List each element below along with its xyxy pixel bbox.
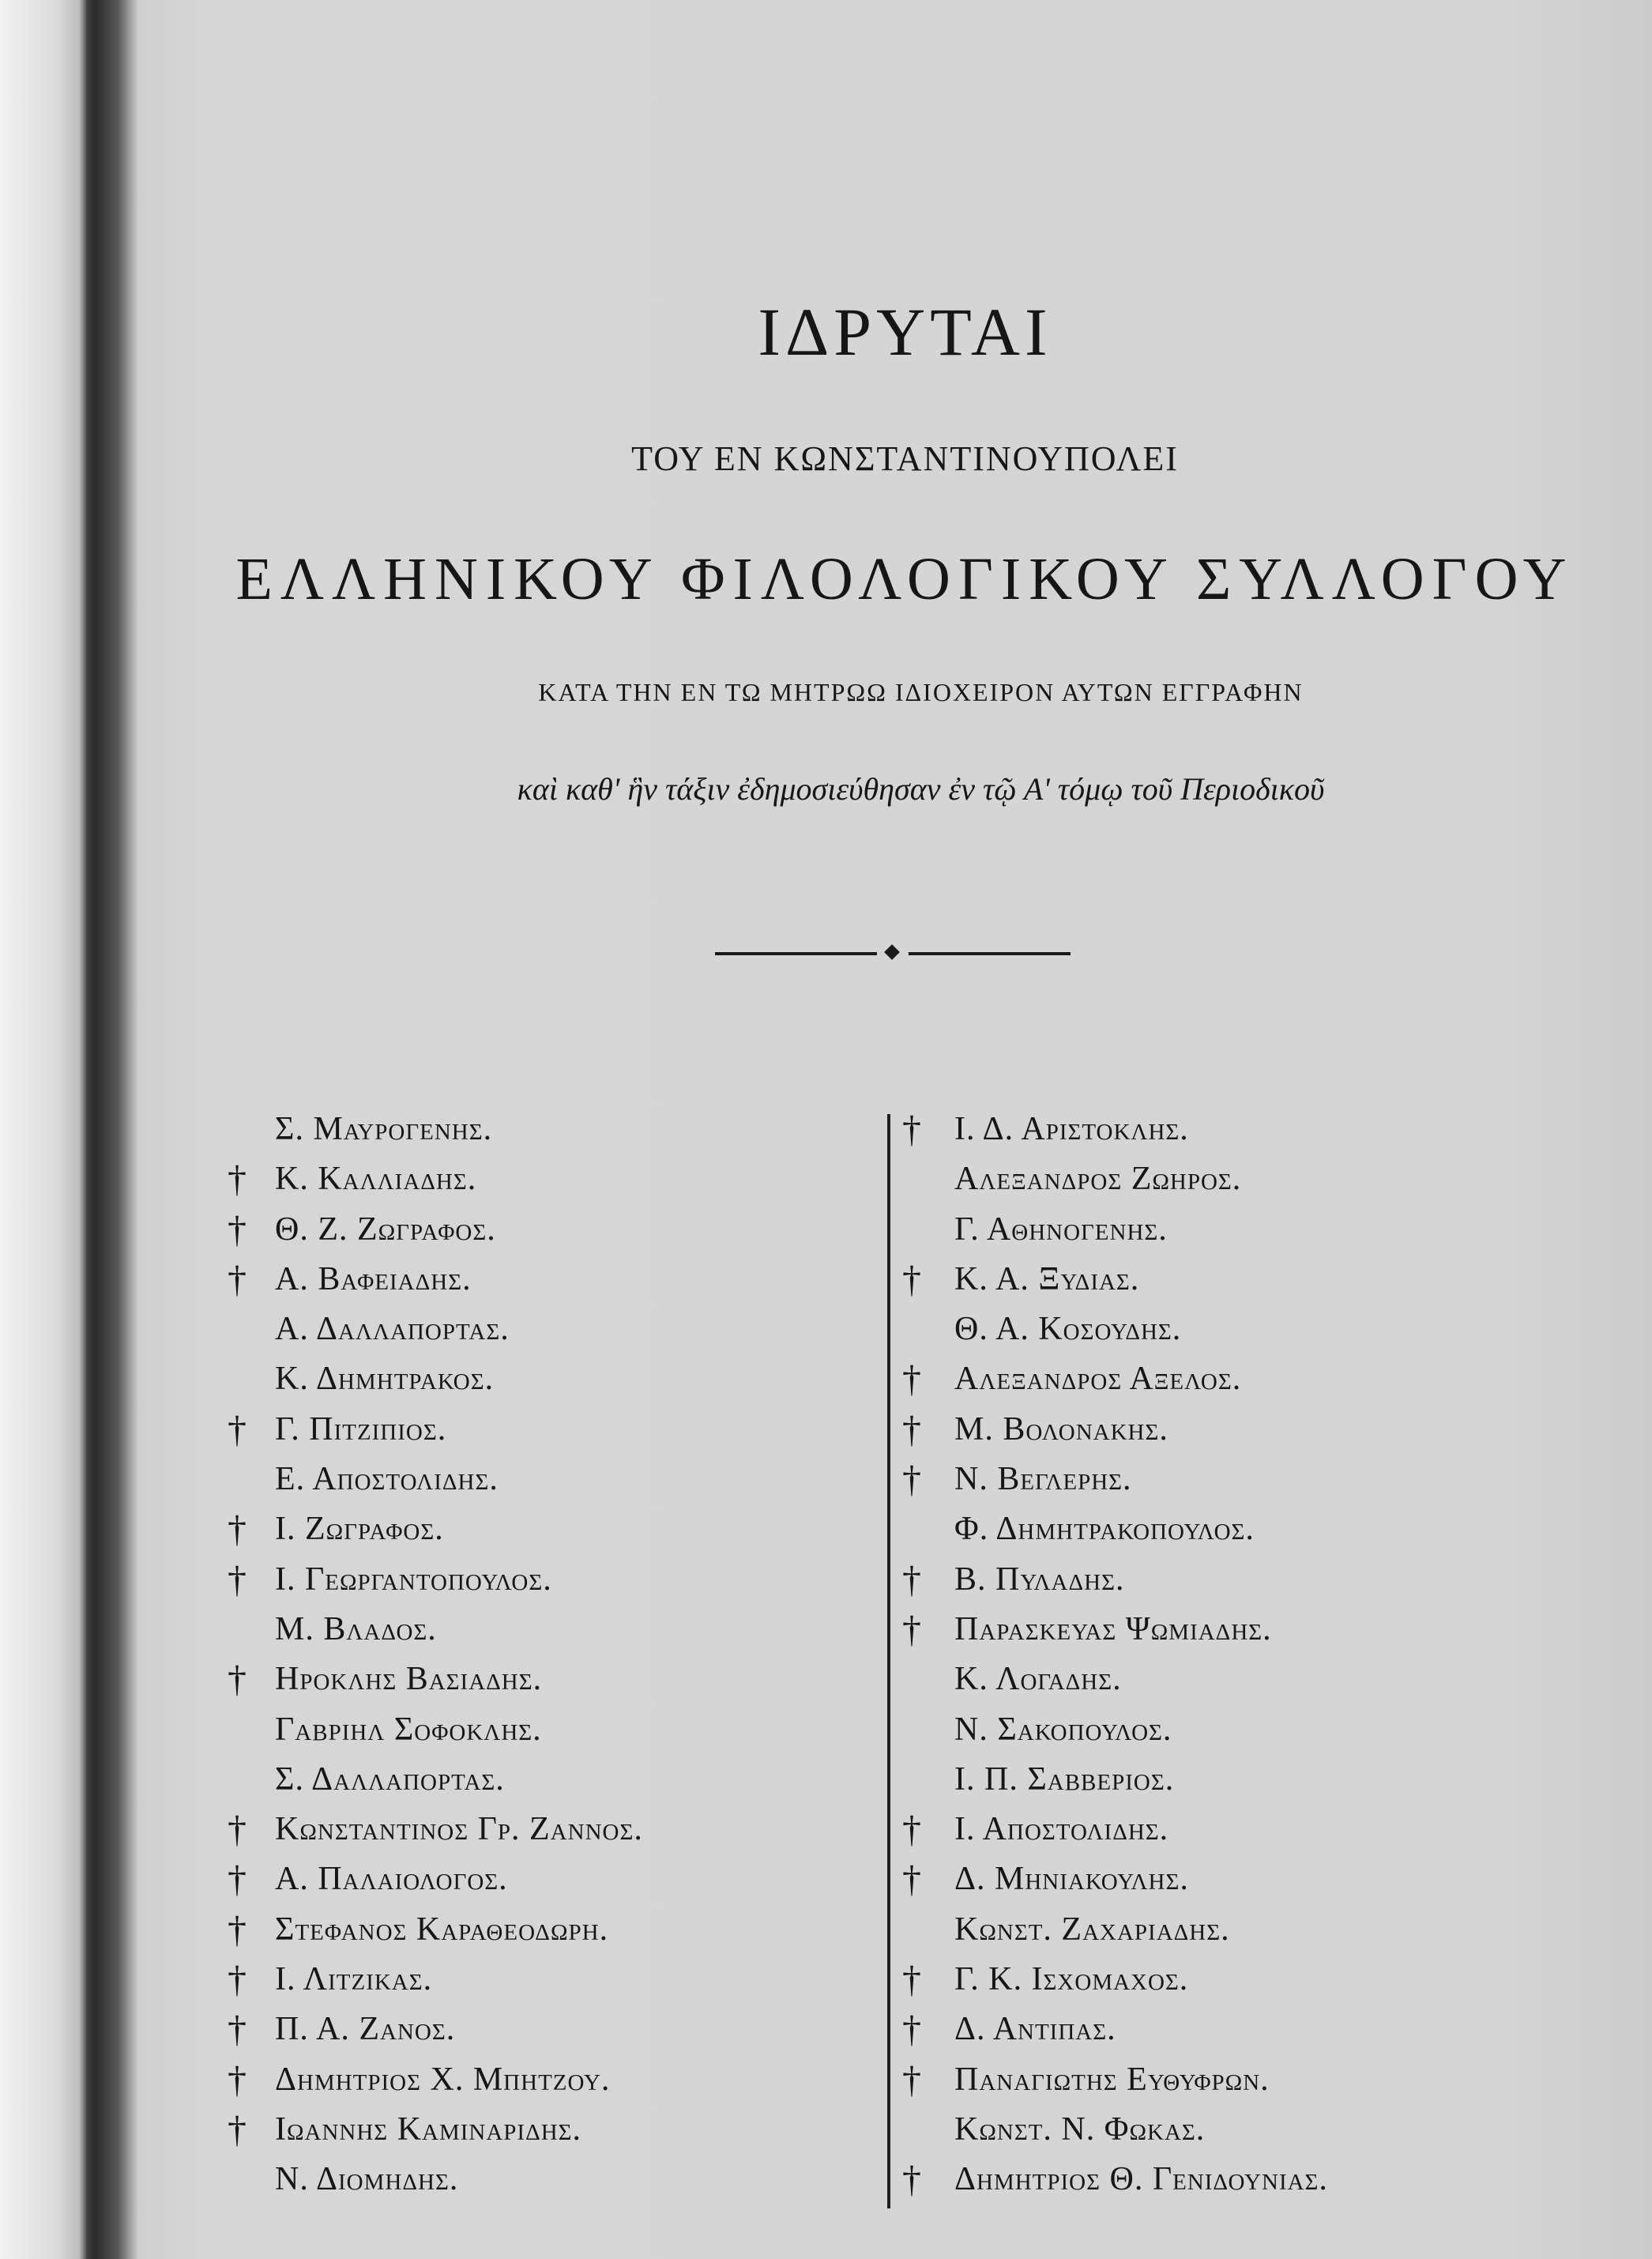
founders-list-left (221, 1105, 932, 2205)
dagger-icon: † (902, 2058, 921, 2101)
dagger-icon: † (228, 1158, 246, 1201)
founder-entry (891, 1354, 1602, 1404)
founder-name: Ι. Γεωργαντοπουλος. (275, 1561, 552, 1598)
founder-entry (221, 1854, 932, 1904)
founder-entry (891, 2105, 1602, 2155)
founder-name: Ι. Αποστολιδης. (954, 1811, 1169, 1848)
founder-entry (221, 1955, 932, 2005)
founder-entry (891, 1555, 1602, 1605)
founder-entry (891, 1955, 1602, 2005)
dagger-icon: † (228, 1558, 246, 1601)
dagger-icon: † (228, 1959, 246, 2001)
founder-name: Γ. Αθηνογενης. (954, 1210, 1168, 1248)
founder-name: Δ. Αντιπας. (954, 2011, 1116, 2048)
page-title: ΙΔΡΥΤΑΙ (758, 294, 1052, 370)
founder-name: Ν. Βεγλερης. (954, 1461, 1132, 1498)
founder-entry (891, 2055, 1602, 2105)
founder-entry (221, 1205, 932, 1255)
founder-name: Αλεξανδρος Ζωηρος. (954, 1161, 1242, 1198)
dagger-icon: † (228, 1208, 246, 1251)
founder-name: Γ. Κ. Ισχομαχος. (954, 1961, 1189, 1998)
founder-name: Δημητριος Χ. Μπητζου. (275, 2061, 611, 2098)
founder-name: Κωνστ. Ν. Φωκας. (954, 2110, 1206, 2148)
publication-note: καὶ καθ' ἣν τάξιν ἐδημοσιεύθησαν ἐν τῷ Α' τόμῳ τοῦ Περιοδικοῦ (517, 771, 1325, 807)
dagger-icon: † (902, 1358, 921, 1401)
founder-entry (221, 1655, 932, 1704)
founder-name: Παναγιωτης Ευθυφρων. (954, 2061, 1270, 2098)
dagger-icon: † (902, 2159, 921, 2201)
founder-entry (221, 1405, 932, 1455)
founder-entry (891, 1605, 1602, 1655)
founder-entry (221, 1905, 932, 1955)
founder-entry (221, 1154, 932, 1204)
dagger-icon: † (902, 1109, 921, 1150)
founder-name: Αλεξανδρος Αξελος. (954, 1361, 1242, 1398)
founder-name: Θ. Ζ. Ζωγραφος. (275, 1210, 496, 1248)
founder-name: Σ. Δαλλαπορτας. (275, 1760, 505, 1798)
dagger-icon: † (902, 1258, 921, 1301)
dagger-icon: † (228, 1408, 246, 1451)
founder-name: Μ. Βολονακης. (954, 1410, 1168, 1448)
founder-name: Β. Πυλαδης. (954, 1561, 1125, 1598)
founder-entry (891, 1805, 1602, 1854)
dagger-icon: † (228, 1809, 246, 1851)
founder-name: Α. Βαφειαδης. (275, 1260, 472, 1297)
founder-name: Στεφανος Καραθεοδωρη. (275, 1911, 609, 1948)
dagger-icon: † (228, 2009, 246, 2051)
society-name: ΕΛΛΗΝΙΚΟΥ ΦΙΛΟΛΟΓΙΚΟΥ ΣΥΛΛΟΓΟΥ (235, 546, 1575, 612)
dagger-icon: † (902, 1809, 921, 1851)
ornament-diamond-icon (884, 944, 900, 960)
founder-entry (891, 1854, 1602, 1904)
founder-name: Σ. Μαυρογενης. (275, 1111, 493, 1147)
founder-entry (221, 1105, 932, 1154)
dagger-icon: † (228, 1658, 246, 1701)
ornament-line-left (715, 952, 877, 955)
founder-entry (891, 1655, 1602, 1704)
founder-name: Ν. Σακοπουλος. (954, 1711, 1172, 1748)
dagger-icon: † (228, 1258, 246, 1301)
dagger-icon: † (228, 2108, 246, 2151)
founder-name: Γ. Πιτζιπιος. (275, 1410, 447, 1448)
founder-entry (221, 2005, 932, 2054)
founder-entry (221, 1805, 932, 1854)
founder-entry (891, 1105, 1602, 1154)
founder-name: Κωνστ. Ζαχαριαδης. (954, 1911, 1230, 1948)
dagger-icon: † (228, 1508, 246, 1551)
dagger-icon: † (902, 2009, 921, 2051)
founder-entry (891, 1755, 1602, 1805)
founder-entry (891, 2005, 1602, 2054)
column-divider (887, 1114, 890, 2208)
founder-entry (221, 1455, 932, 1504)
founder-name: Ηροκλης Βασιαδης. (275, 1661, 543, 1698)
founder-name: Ε. Αποστολιδης. (275, 1461, 499, 1498)
founder-entry (221, 1504, 932, 1554)
founder-name: Δημητριος Θ. Γενιδουνιας. (954, 2161, 1328, 2198)
founder-entry (221, 1305, 932, 1354)
founder-entry (221, 1555, 932, 1605)
founder-name: Ι. Π. Σαββεριος. (954, 1760, 1175, 1798)
founder-entry (891, 1305, 1602, 1354)
founder-name: Κ. Δημητρακος. (275, 1361, 495, 1398)
founder-entry (221, 1705, 932, 1755)
founder-name: Ν. Διομηδης. (275, 2161, 459, 2198)
founder-entry (891, 1504, 1602, 1554)
founder-name: Παρασκευας Ψωμιαδης. (954, 1610, 1272, 1647)
founder-name: Α. Παλαιολογος. (275, 1861, 508, 1898)
founder-name: Π. Α. Ζανος. (275, 2011, 456, 2048)
founder-name: Μ. Βλαδος. (275, 1610, 437, 1647)
founder-name: Κ. Καλλιαδης. (275, 1161, 477, 1198)
dagger-icon: † (902, 1959, 921, 2001)
page-subtitle: ΤΟΥ ΕΝ ΚΩΝΣΤΑΝΤΙΝΟΥΠΟΛΕΙ (631, 439, 1179, 478)
founder-entry (891, 1905, 1602, 1955)
founder-name: Ι. Ζωγραφος. (275, 1511, 444, 1548)
founder-name: Φ. Δημητρακοπουλος. (954, 1511, 1255, 1548)
founders-list-right (891, 1105, 1602, 2205)
founder-entry (891, 1705, 1602, 1755)
founder-entry (221, 1255, 932, 1305)
book-gutter (0, 0, 87, 2259)
founder-name: Ι. Δ. Αριστοκλης. (954, 1111, 1189, 1147)
dagger-icon: † (228, 2058, 246, 2101)
registry-note: ΚΑΤΑ ΤΗΝ ΕΝ ΤΩ ΜΗΤΡΩΩ ΙΔΙΟΧΕΙΡΟΝ ΑΥΤΩΝ ΕΓΓΡΑΦΗΝ (538, 678, 1304, 706)
founder-name: Θ. Α. Κοσουδης. (954, 1311, 1182, 1348)
founder-name: Ιωαννης Καμιναριδης. (275, 2110, 582, 2148)
founder-entry (891, 1205, 1602, 1255)
ornament-line-right (909, 952, 1071, 955)
founder-entry (891, 2155, 1602, 2204)
founder-entry (221, 1605, 932, 1655)
founder-entry (221, 1354, 932, 1404)
founder-name: Δ. Μηνιακουλης. (954, 1861, 1189, 1898)
founder-name: Γαβριηλ Σοφοκλης. (275, 1711, 542, 1748)
founder-entry (221, 2105, 932, 2155)
founder-name: Κ. Λογαδης. (954, 1661, 1122, 1698)
founder-name: Ι. Λιτζικας. (275, 1961, 433, 1998)
dagger-icon: † (902, 1408, 921, 1451)
founder-name: Κ. Α. Ξυδιας. (954, 1260, 1140, 1297)
dagger-icon: † (902, 1558, 921, 1601)
founder-entry (891, 1154, 1602, 1204)
founder-entry (221, 2055, 932, 2105)
founder-entry (221, 1755, 932, 1805)
dagger-icon: † (902, 1459, 921, 1501)
founder-entry (891, 1405, 1602, 1455)
dagger-icon: † (902, 1858, 921, 1901)
founder-name: Κωνσταντινος Γρ. Ζαννος. (275, 1811, 643, 1848)
dagger-icon: † (228, 1858, 246, 1901)
founder-entry (891, 1255, 1602, 1305)
founder-entry (891, 1455, 1602, 1504)
founder-name: Α. Δαλλαπορτας. (275, 1311, 510, 1348)
ornamental-rule (715, 942, 1071, 966)
dagger-icon: † (228, 1908, 246, 1951)
dagger-icon: † (902, 1608, 921, 1651)
founder-entry (221, 2155, 932, 2204)
